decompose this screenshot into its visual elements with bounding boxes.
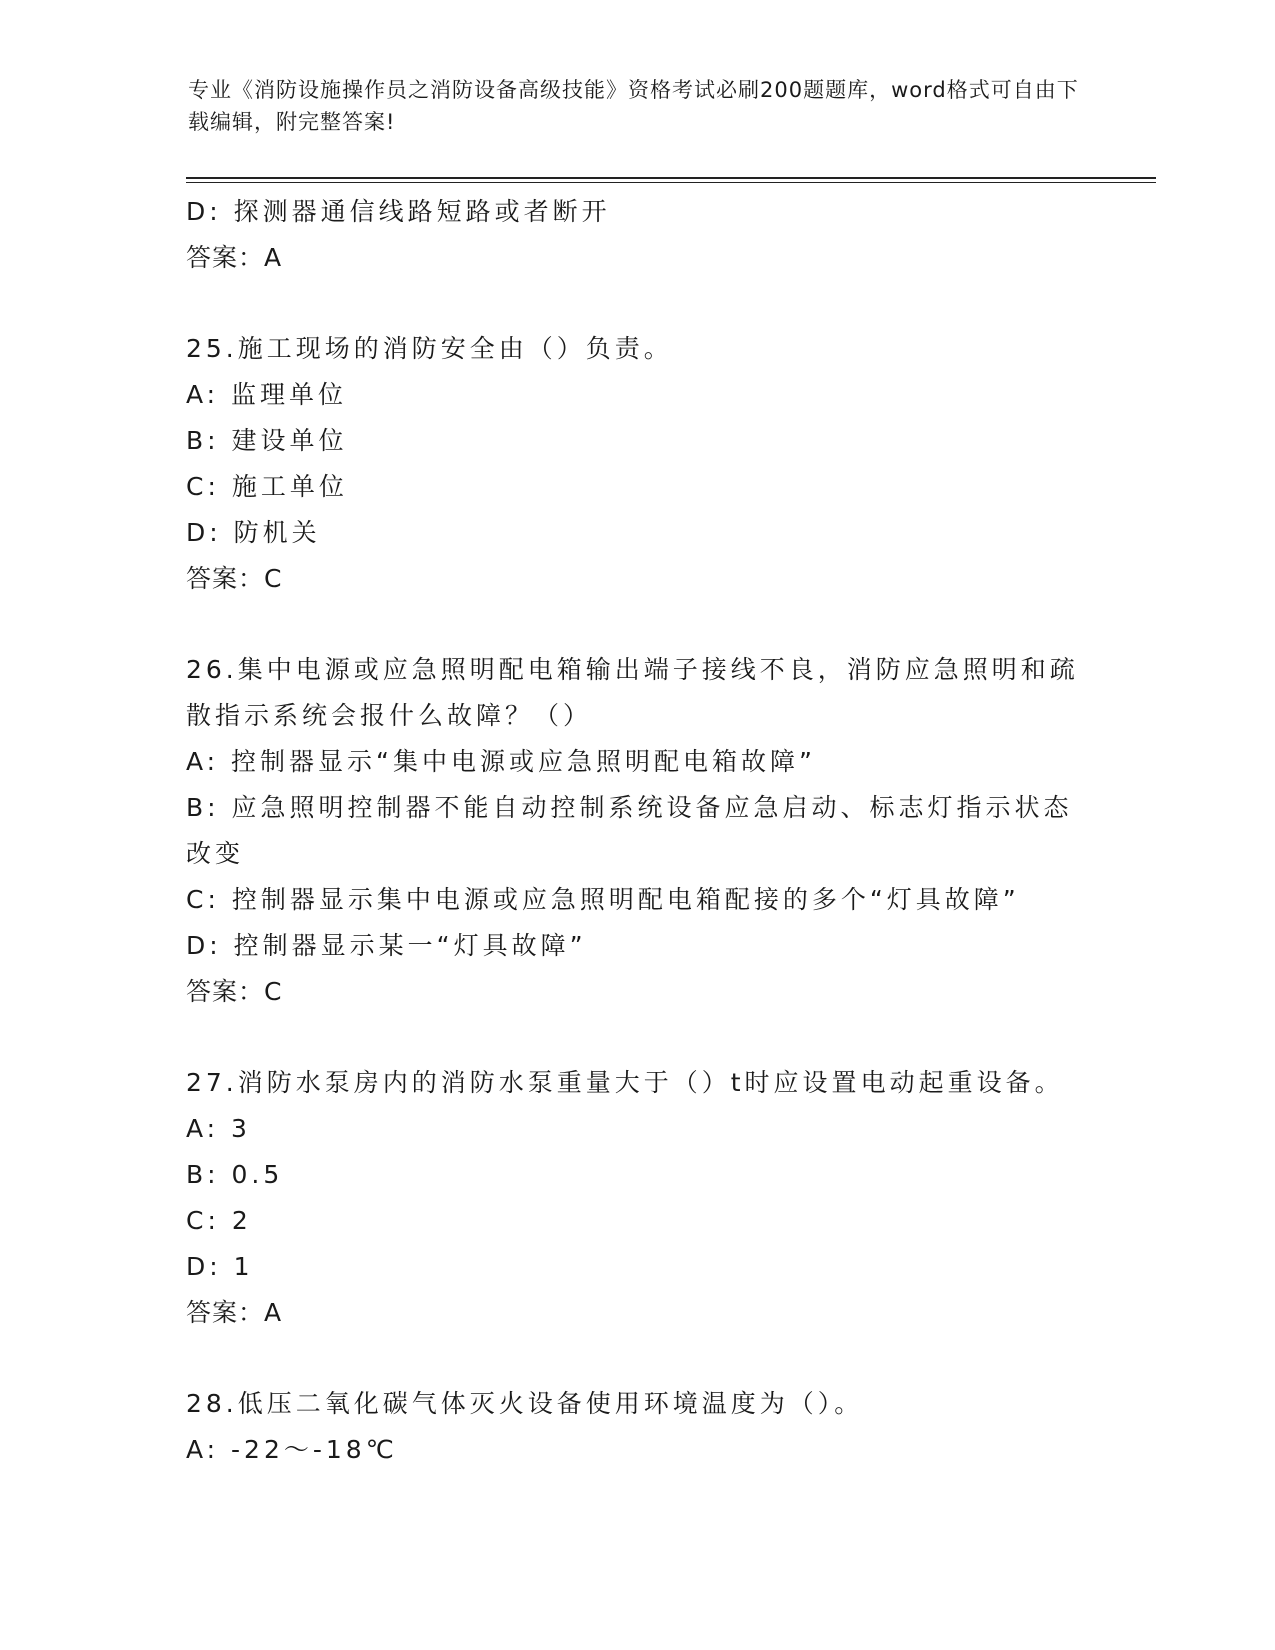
header-rule-thin bbox=[186, 182, 1156, 183]
option-d: D: 防机关 bbox=[186, 518, 321, 547]
header-rule-thick bbox=[186, 177, 1156, 179]
question-stem: 26.集中电源或应急照明配电箱输出端子接线不良，消防应急照明和疏散指示系统会报什么故障？（） bbox=[186, 655, 1079, 730]
option-c: C: 2 bbox=[186, 1206, 252, 1235]
answer: 答案：A bbox=[186, 1298, 283, 1327]
option-d: D: 1 bbox=[186, 1252, 254, 1281]
option-c: C: 施工单位 bbox=[186, 472, 348, 501]
question-27 bbox=[186, 1060, 1086, 1336]
question-28 bbox=[186, 1381, 1086, 1473]
question-stem: 27.消防水泵房内的消防水泵重量大于（）t时应设置电动起重设备。 bbox=[186, 1068, 1064, 1097]
prev-option-d: D: 探测器通信线路短路或者断开 bbox=[186, 197, 611, 226]
option-a: A: 监理单位 bbox=[186, 380, 348, 409]
option-b: B: 应急照明控制器不能自动控制系统设备应急启动、标志灯指示状态改变 bbox=[186, 793, 1073, 868]
option-b: B: 0.5 bbox=[186, 1160, 284, 1189]
answer: 答案：C bbox=[186, 977, 283, 1006]
question-25 bbox=[186, 326, 1086, 602]
option-b: B: 建设单位 bbox=[186, 426, 348, 455]
document-header: 专业《消防设施操作员之消防设备高级技能》资格考试必刷200题题库，word格式可自由下载编辑，附完整答案! bbox=[188, 78, 1079, 134]
prev-answer: 答案：A bbox=[186, 243, 283, 272]
option-a: A: 控制器显示“集中电源或应急照明配电箱故障” bbox=[186, 747, 816, 776]
question-26 bbox=[186, 647, 1086, 1015]
option-c: C: 控制器显示集中电源或应急照明配电箱配接的多个“灯具故障” bbox=[186, 885, 1020, 914]
question-stem: 25.施工现场的消防安全由（）负责。 bbox=[186, 334, 673, 363]
option-d: D: 控制器显示某一“灯具故障” bbox=[186, 931, 587, 960]
question-stem: 28.低压二氧化碳气体灭火设备使用环境温度为（）。 bbox=[186, 1389, 864, 1418]
answer: 答案：C bbox=[186, 564, 283, 593]
question-content bbox=[186, 189, 1086, 1473]
option-a: A: -22～-18℃ bbox=[186, 1435, 398, 1464]
option-a: A: 3 bbox=[186, 1114, 251, 1143]
